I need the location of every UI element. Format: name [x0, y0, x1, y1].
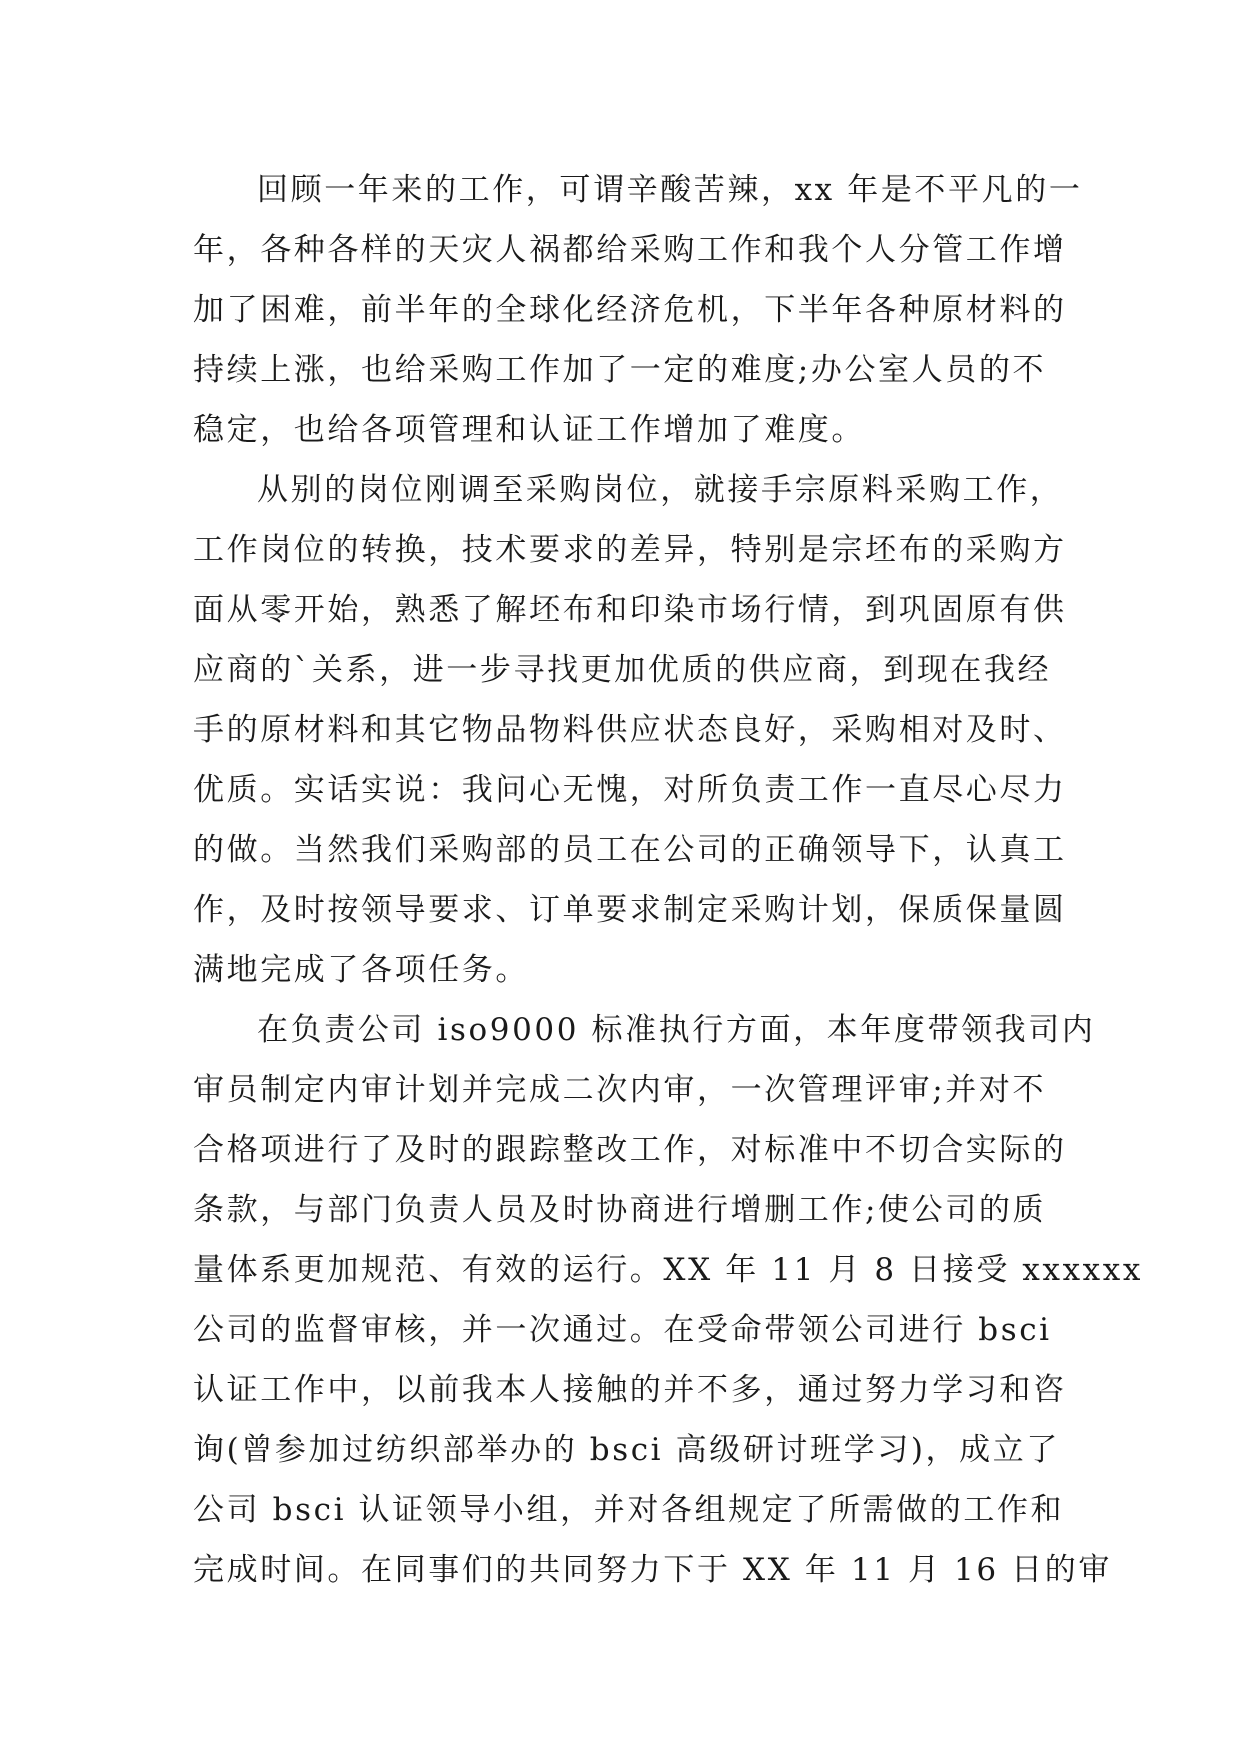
text-line: 年，各种各样的天灾人祸都给采购工作和我个人分管工作增: [193, 232, 1067, 268]
text-line: 量体系更加规范、有效的运行。XX 年 11 月 8 日接受 xxxxxx: [193, 1252, 1143, 1288]
text-line: 作，及时按领导要求、订单要求制定采购计划，保质保量圆: [193, 892, 1067, 928]
text-line: 公司 bsci 认证领导小组，并对各组规定了所需做的工作和: [193, 1492, 1065, 1528]
text-line: 从别的岗位刚调至采购岗位，就接手宗原料采购工作，: [257, 472, 1064, 508]
text-line: 应商的`关系，进一步寻找更加优质的供应商，到现在我经: [193, 652, 1052, 688]
text-line: 面从零开始，熟悉了解坯布和印染市场行情，到巩固原有供: [193, 592, 1067, 628]
text-line: 优质。实话实说：我问心无愧，对所负责工作一直尽心尽力: [193, 772, 1067, 808]
text-line: 审员制定内审计划并完成二次内审，一次管理评审;并对不: [193, 1072, 1047, 1108]
text-line: 条款，与部门负责人员及时协商进行增删工作;使公司的质: [193, 1192, 1047, 1228]
text-line: 认证工作中，以前我本人接触的并不多，通过努力学习和咨: [193, 1372, 1067, 1408]
text-line: 在负责公司 iso9000 标准执行方面，本年度带领我司内: [257, 1012, 1096, 1048]
text-line: 回顾一年来的工作，可谓辛酸苦辣，xx 年是不平凡的一: [257, 172, 1083, 208]
text-line: 公司的监督审核，并一次通过。在受命带领公司进行 bsci: [193, 1312, 1052, 1348]
text-line: 加了困难，前半年的全球化经济危机，下半年各种原材料的: [193, 292, 1067, 328]
text-line: 的做。当然我们采购部的员工在公司的正确领导下，认真工: [193, 832, 1067, 868]
paragraph: [193, 160, 1083, 460]
text-line: 合格项进行了及时的跟踪整改工作，对标准中不切合实际的: [193, 1132, 1067, 1168]
paragraph: [193, 1000, 1143, 1600]
text-line: 询(曾参加过纺织部举办的 bsci 高级研讨班学习)，成立了: [193, 1432, 1060, 1468]
document-body: [193, 160, 1143, 1600]
text-line: 完成时间。在同事们的共同努力下于 XX 年 11 月 16 日的审: [193, 1552, 1112, 1588]
paragraph: [193, 460, 1073, 1000]
text-line: 手的原材料和其它物品物料供应状态良好，采购相对及时、: [193, 712, 1067, 748]
text-line: 稳定，也给各项管理和认证工作增加了难度。: [193, 412, 865, 448]
text-line: 满地完成了各项任务。: [193, 952, 529, 988]
text-line: 持续上涨，也给采购工作加了一定的难度;办公室人员的不: [193, 352, 1047, 388]
text-line: 工作岗位的转换，技术要求的差异，特别是宗坯布的采购方: [193, 532, 1067, 568]
